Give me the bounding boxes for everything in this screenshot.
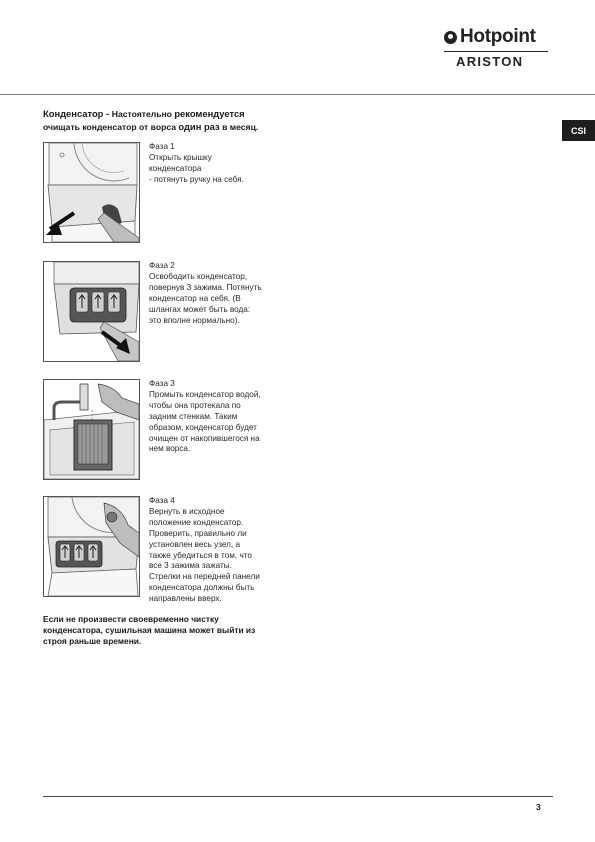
step-2-illustration: [43, 261, 140, 362]
footer-divider: [43, 796, 553, 797]
step-3-text: [149, 379, 289, 455]
step-2-label: Фаза 2: [149, 261, 175, 270]
step-1-text: [149, 142, 289, 186]
language-tab: CSI: [562, 120, 595, 141]
step-3-label: Фаза 3: [149, 379, 175, 388]
brand-subname: ARISTON: [456, 54, 524, 69]
brand-mark-icon: [444, 31, 457, 44]
step-1-label: Фаза 1: [149, 142, 175, 151]
step-4-label: Фаза 4: [149, 496, 175, 505]
step-1-illustration: [43, 142, 140, 243]
intro-line2a: очищать конденсатор от ворса: [43, 121, 179, 132]
logo-divider: [444, 51, 548, 52]
brand-logo: [444, 26, 554, 69]
warning-note: Если не произвести своевременно чистку конденсатора, сушильная машина может выйти из строя раньше времени.: [43, 614, 256, 646]
step-2-text: [149, 261, 289, 326]
intro-part1: Конденсатор -: [43, 108, 112, 119]
step-3-body: Промыть конденсатор водой, чтобы она протекала по задним стенкам. Таким образом, конденсатор будет очищен от накопившегося на нем ворса.: [149, 389, 261, 454]
brand-name: Hotpoint: [460, 26, 536, 47]
intro-line2c: в месяц.: [219, 121, 259, 132]
intro-part3: рекомендуется: [174, 108, 245, 119]
intro-line2b: один раз: [178, 120, 220, 132]
header-divider: [0, 94, 595, 95]
intro-text: [43, 108, 303, 133]
page-number: 3: [536, 802, 541, 812]
step-1-body: Открыть крышку конденсатора - потянуть ручку на себя.: [149, 152, 244, 184]
step-4-body: Вернуть в исходное положение конденсатор. Проверить, правильно ли установлен весь узел, а также убедиться в том, что все 3 зажима зажаты. Стрелки на передней панели конденсатора должны быть направлены вверх.: [149, 506, 260, 604]
step-4-text: [149, 496, 289, 605]
intro-part2: Настоятельно: [111, 109, 175, 119]
step-3-illustration: [43, 379, 140, 480]
step-4-illustration: [43, 496, 140, 597]
step-2-body: Освободить конденсатор, повернув 3 зажима. Потянуть конденсатор на себя. (В шлангах может быть вода: это вполне нормально).: [149, 271, 262, 325]
